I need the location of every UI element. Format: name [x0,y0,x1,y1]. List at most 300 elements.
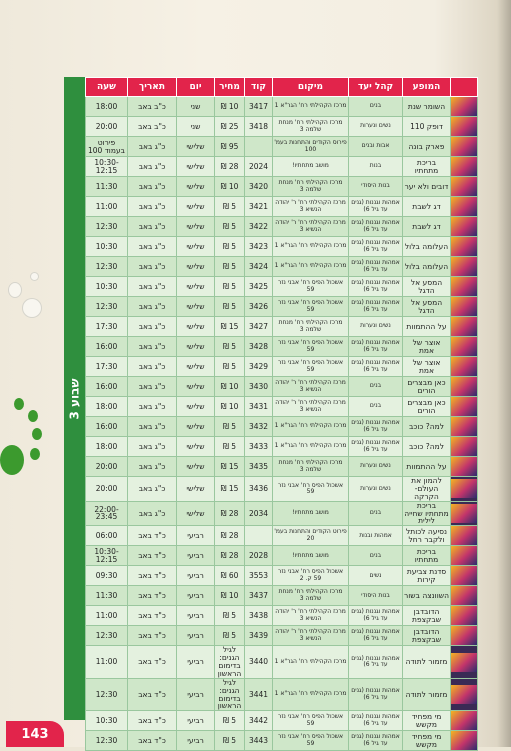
show-thumbnail [451,217,478,237]
cell-location: מרכז הקהילתי רח' מנחת שלמה 3 [273,117,349,137]
cell-price: 5 ₪ [215,197,245,217]
cell-show: דובים ולא יער [403,177,451,197]
paw-print-toe [14,398,24,410]
cell-time: פירוט בעמוד 100 [86,137,128,157]
cell-code: 3428 [245,337,273,357]
header-time: שעה [86,78,128,97]
cell-show: כאן מבצרים הורים [403,397,451,417]
show-thumbnail [451,546,478,566]
paw-print-toe [32,428,42,440]
cell-time: 22:00-23:45 [86,501,128,526]
show-poster-image [451,457,477,476]
cell-audience: נשים ונערות [349,477,403,502]
show-thumbnail [451,711,478,731]
cell-code: 3420 [245,177,273,197]
cell-time: 16:00 [86,337,128,357]
cell-price: 5 ₪ [215,626,245,646]
table-row [86,731,478,751]
show-thumbnail [451,157,478,177]
paw-print-icon [0,445,24,475]
cell-code: 3427 [245,317,273,337]
show-thumbnail [451,586,478,606]
schedule-table [85,77,478,751]
show-thumbnail [451,606,478,626]
cell-show: דג לשבת [403,197,451,217]
show-poster-image [451,277,477,296]
cell-time: 16:00 [86,417,128,437]
table-row [86,177,478,197]
show-thumbnail [451,257,478,277]
cell-time: 10:30-12:15 [86,157,128,177]
cell-code: 2034 [245,501,273,526]
cell-show: השוונצה בשור [403,586,451,606]
cell-price: 5 ₪ [215,357,245,377]
cell-price: 60 ₪ [215,566,245,586]
show-thumbnail [451,197,478,217]
cell-code: 3429 [245,357,273,377]
cell-code: 3439 [245,626,273,646]
cell-location: אשכול הפיס רח' אבני נזר 59 [273,477,349,502]
page-number: 143 [6,721,64,747]
table-row [86,397,478,417]
cell-location: מרכז הקהילתי רח' מנחת שלמה 3 [273,317,349,337]
cell-day: שלישי [177,237,215,257]
cell-code: 3442 [245,711,273,731]
cell-code: 2024 [245,157,273,177]
cell-time: 12:30 [86,297,128,317]
cell-day: רביעי [177,626,215,646]
cell-audience: בנות היסודי [349,177,403,197]
cell-show: למה? כוכב [403,417,451,437]
cell-price: 28 ₪ [215,546,245,566]
cell-day: שלישי [177,437,215,457]
cell-location: מרכז הקהילתי רח' הגר"א 1 [273,97,349,117]
cell-code: 3436 [245,477,273,502]
cell-code: 3431 [245,397,273,417]
cell-audience: אמהות וגננות (גנים עד גיל 6) [349,606,403,626]
cell-day: שלישי [177,477,215,502]
table-row [86,357,478,377]
cell-price: 5 ₪ [215,337,245,357]
show-poster-image [451,197,477,216]
cell-time: 16:00 [86,377,128,397]
cell-audience: בנים [349,501,403,526]
cell-day: שלישי [177,277,215,297]
show-poster-image [451,626,477,645]
cell-price: 5 ₪ [215,297,245,317]
cell-show: בריכת מתחתיו [403,546,451,566]
cell-location: אשכול הפיס רח' אבני נזר 59 [273,297,349,317]
show-thumbnail [451,678,478,711]
cell-audience: נשים [349,566,403,586]
show-poster-image [451,546,477,565]
table-row [86,711,478,731]
cell-code: 3432 [245,417,273,437]
header-date: תאריך [128,78,177,97]
cell-location: אשכול הפיס רח' אבני נזר 59 [273,711,349,731]
show-poster-image [451,357,477,376]
cell-date: כ"ג באב [128,477,177,502]
show-poster-image [451,711,477,730]
cell-location: מושב מתחתיו! [273,501,349,526]
cell-show: אוצר של אמת [403,337,451,357]
cell-location: מרכז הקהילתי רח' הגר"א 1 [273,257,349,277]
cell-code: 3421 [245,197,273,217]
show-poster-image [451,377,477,396]
cell-day: שני [177,117,215,137]
cell-code: 3438 [245,606,273,626]
week-label: שבוע 3 [67,377,82,420]
cell-show: דג לשבת [403,217,451,237]
table-row [86,137,478,157]
cell-price: 95 ₪ [215,137,245,157]
cell-location: מרכז הקהילתי רח' הגר"א 1 [273,417,349,437]
cell-day: שלישי [177,501,215,526]
cell-day: שלישי [177,257,215,277]
table-row [86,217,478,237]
cell-location: מרכז הקהילתי רח' הגר"א 1 [273,237,349,257]
cell-price: 5 ₪ [215,417,245,437]
cell-location: מרכז הקהילתי רח' הגר"א 1 [273,437,349,457]
cell-show: כאן מבצרים הורים [403,377,451,397]
cell-location: מושב מתחתיו! [273,546,349,566]
table-header-row [86,78,478,97]
table-row [86,586,478,606]
cell-show: מי מפחיד מקשש [403,731,451,751]
cell-day: שני [177,97,215,117]
cell-location: מרכז הקהילתי רח' מנחת שלמה 3 [273,177,349,197]
cell-audience: נשים ונערות [349,317,403,337]
cell-time: 10:30 [86,277,128,297]
cell-time: 12:30 [86,217,128,237]
cell-location: מרכז הקהילתי רח' ר' יהודה הנשיא 3 [273,197,349,217]
show-thumbnail [451,317,478,337]
table-row [86,117,478,137]
cell-show: הדובדבן שבקצפת [403,606,451,626]
cell-date: כ"ד באב [128,711,177,731]
show-poster-image [451,526,477,545]
cell-price: 15 ₪ [215,457,245,477]
cell-time: 11:00 [86,646,128,679]
cell-audience: אמהות וגננות (גנים עד גיל 6) [349,626,403,646]
cell-show: נסיעה לכותל ולקבר רחל [403,526,451,546]
cell-day: שלישי [177,217,215,237]
cell-show: מזמור לתודה [403,678,451,711]
cell-time: 06:00 [86,526,128,546]
show-thumbnail [451,297,478,317]
cell-time: 12:30 [86,626,128,646]
cell-audience: אמהות ובנות [349,526,403,546]
table-row [86,437,478,457]
cell-show: אוצר של אמת [403,357,451,377]
cell-time: 12:30 [86,678,128,711]
cell-date: כ"ג באב [128,357,177,377]
show-thumbnail [451,417,478,437]
cell-date: כ"ד באב [128,646,177,679]
cell-code: 3437 [245,586,273,606]
cell-day: שלישי [177,377,215,397]
cell-location: מרכז הקהילתי רח' הגר"א 1 [273,646,349,679]
cell-price: 10 ₪ [215,177,245,197]
decorative-bubble [22,298,42,318]
paw-print-toe [28,410,38,422]
show-poster-image [451,237,477,256]
cell-show: להמון את העולם- הקרקה [403,477,451,502]
cell-location: מרכז הקהילתי רח' ר' יהודה הנשיא 3 [273,377,349,397]
show-poster-image [451,117,477,136]
cell-date: כ"ג באב [128,417,177,437]
cell-date: כ"ג באב [128,377,177,397]
cell-price: 5 ₪ [215,257,245,277]
show-thumbnail [451,177,478,197]
cell-price: 5 ₪ [215,437,245,457]
cell-day: שלישי [177,317,215,337]
show-poster-image [451,157,477,176]
cell-time: 09:30 [86,566,128,586]
cell-code: 3424 [245,257,273,277]
cell-show: העלומה בלול [403,237,451,257]
cell-date: כ"ג באב [128,457,177,477]
cell-code [245,526,273,546]
header-audience: קהל יעד [349,78,403,97]
cell-time: 10:30-12:15 [86,546,128,566]
cell-audience: אמהות וגננות (גנים עד גיל 6) [349,417,403,437]
decorative-bubble [30,272,39,281]
cell-code: 3441 [245,678,273,711]
table-row [86,646,478,679]
cell-date: כ"ג באב [128,217,177,237]
cell-time: 18:00 [86,397,128,417]
cell-date: כ"ג באב [128,437,177,457]
cell-location: אשכול הפיס רח' אבני נזר 59 [273,731,349,751]
show-thumbnail [451,357,478,377]
table-row [86,477,478,502]
cell-time: 11:30 [86,586,128,606]
cell-show: סדנת צביעת קירות [403,566,451,586]
table-row [86,626,478,646]
cell-time: 10:30 [86,711,128,731]
cell-code: 3422 [245,217,273,237]
cell-day: שלישי [177,357,215,377]
show-poster-image [451,97,477,116]
cell-location: פירוט הקודים והתחנות בעמ' 20 [273,526,349,546]
cell-show: על ההתמוות [403,317,451,337]
cell-date: כ"ג באב [128,337,177,357]
cell-show: המסע אל הדגל [403,297,451,317]
cell-show: פארק בונה [403,137,451,157]
cell-time: 18:00 [86,437,128,457]
cell-date: כ"ג באב [128,197,177,217]
cell-audience: בנים [349,377,403,397]
header-location: מיקום [273,78,349,97]
cell-audience: אמהות וגננות (גנים עד גיל 6) [349,257,403,277]
cell-day: רביעי [177,546,215,566]
show-thumbnail [451,97,478,117]
header-price: מחיר [215,78,245,97]
table-row [86,501,478,526]
cell-code: 2028 [245,546,273,566]
table-row [86,606,478,626]
table-row [86,678,478,711]
show-thumbnail [451,277,478,297]
cell-date: כ"ג באב [128,177,177,197]
cell-show: המסע אל הדגל [403,277,451,297]
cell-day: שלישי [177,197,215,217]
show-thumbnail [451,377,478,397]
cell-price: 28 ₪ [215,157,245,177]
cell-location: אשכול הפיס רח' אבני נזר 59 [273,277,349,297]
cell-date: כ"ג באב [128,257,177,277]
table-row [86,97,478,117]
cell-time: 12:30 [86,731,128,751]
show-poster-image [451,417,477,436]
cell-price: 25 ₪ [215,117,245,137]
show-poster-image [451,397,477,416]
cell-time: 17:30 [86,357,128,377]
cell-price: 10 ₪ [215,377,245,397]
cell-day: שלישי [177,417,215,437]
cell-show: העלומה בלול [403,257,451,277]
cell-location: מרכז הקהילתי רח' מנחת שלמה 3 [273,586,349,606]
cell-audience: אמהות וגננות (גנים עד גיל 6) [349,197,403,217]
schedule-table-container [85,77,477,749]
show-poster-image [451,297,477,316]
table-row [86,157,478,177]
cell-time: 17:30 [86,317,128,337]
cell-day: שלישי [177,457,215,477]
cell-location: מרכז הקהילתי רח' ר' יהודה הנשיא 3 [273,217,349,237]
cell-audience: נשים ונערות [349,117,403,137]
table-row [86,197,478,217]
table-row [86,526,478,546]
page-fold-shadow [497,0,511,747]
cell-code: 3417 [245,97,273,117]
cell-price: 5 ₪ [215,277,245,297]
cell-code: 3553 [245,566,273,586]
show-thumbnail [451,457,478,477]
cell-price: 15 ₪ [215,317,245,337]
show-poster-image [451,566,477,585]
cell-price: 28 ₪ [215,526,245,546]
cell-audience: אמהות וגננות (גנים עד גיל 6) [349,237,403,257]
cell-time: 12:30 [86,257,128,277]
cell-date: כ"ד באב [128,586,177,606]
cell-time: 11:00 [86,197,128,217]
cell-time: 20:00 [86,457,128,477]
table-row [86,377,478,397]
cell-date: כ"ג באב [128,317,177,337]
cell-audience: אמהות וגננות (גנים עד גיל 6) [349,337,403,357]
cell-code: 3440 [245,646,273,679]
cell-day: שלישי [177,297,215,317]
cell-audience: אמהות וגננות (גנים עד גיל 6) [349,731,403,751]
cell-code: 3426 [245,297,273,317]
show-thumbnail [451,477,478,502]
header-show: המופע [403,78,451,97]
cell-audience: נשים ונערות [349,457,403,477]
table-row [86,457,478,477]
cell-day: רביעי [177,678,215,711]
show-poster-image [451,317,477,336]
cell-day: רביעי [177,566,215,586]
table-row [86,257,478,277]
cell-date: כ"ב באב [128,117,177,137]
cell-price: לגיל הגנים: בדימום הראשון [215,646,245,679]
cell-location: פירוס הקודים והתחנות בעמ' 100 [273,137,349,157]
cell-code: 3435 [245,457,273,477]
cell-price: 5 ₪ [215,606,245,626]
cell-time: 18:00 [86,97,128,117]
show-poster-image [451,586,477,605]
cell-day: רביעי [177,586,215,606]
cell-audience: אמהות וגננות (גנים עד גיל 6) [349,437,403,457]
show-thumbnail [451,501,478,526]
cell-audience: בנים [349,546,403,566]
cell-price: 5 ₪ [215,731,245,751]
table-row [86,337,478,357]
header-code: קוד [245,78,273,97]
table-row [86,277,478,297]
cell-time: 10:30 [86,237,128,257]
cell-location: מרכז הקהילתי רח' מנחת שלמה 3 [273,457,349,477]
cell-price: 5 ₪ [215,217,245,237]
cell-location: מרכז הקהילתי רח' ר' יהודה הנשיא 3 [273,606,349,626]
cell-audience: אמהות וגננות (גנים עד גיל 6) [349,711,403,731]
show-poster-image [451,685,477,704]
cell-location: אשכול הפיס רח' אבני נזר 59 ק. 2 [273,566,349,586]
cell-audience: אמהות וגננות (גנים עד גיל 6) [349,297,403,317]
cell-price: 10 ₪ [215,397,245,417]
show-thumbnail [451,137,478,157]
show-poster-image [451,257,477,276]
cell-show: על ההתמוות [403,457,451,477]
cell-date: כ"ד באב [128,626,177,646]
cell-price: 10 ₪ [215,586,245,606]
show-poster-image [451,137,477,156]
cell-show: הדובדבן שבקצפת [403,626,451,646]
cell-location: מושב מתחתיו! [273,157,349,177]
cell-day: רביעי [177,646,215,679]
show-thumbnail [451,626,478,646]
table-row [86,297,478,317]
cell-date: כ"ג באב [128,277,177,297]
cell-price: 5 ₪ [215,237,245,257]
table-row [86,566,478,586]
cell-code: 3425 [245,277,273,297]
show-thumbnail [451,237,478,257]
cell-day: רביעי [177,606,215,626]
decorative-bubble [8,282,22,298]
cell-time: 20:00 [86,117,128,137]
cell-location: מרכז הקהילתי רח' הגר"א 1 [273,678,349,711]
cell-audience: בנות היסודי [349,586,403,606]
show-poster-image [451,606,477,625]
cell-price: 15 ₪ [215,477,245,502]
show-thumbnail [451,646,478,679]
cell-price: 28 ₪ [215,501,245,526]
cell-code: 3430 [245,377,273,397]
cell-code: 3433 [245,437,273,457]
cell-date: כ"ד באב [128,678,177,711]
cell-show: בריכת מתחתיו שחייה לילית [404,501,449,526]
cell-date: כ"ב באב [128,97,177,117]
cell-code: 3443 [245,731,273,751]
cell-day: שלישי [177,177,215,197]
cell-date: כ"ג באב [128,157,177,177]
cell-audience: אמהות וגננות (גנים עד גיל 6) [349,678,403,711]
cell-day: רביעי [177,526,215,546]
cell-audience: אמהות וגננות (גנים עד גיל 6) [349,357,403,377]
